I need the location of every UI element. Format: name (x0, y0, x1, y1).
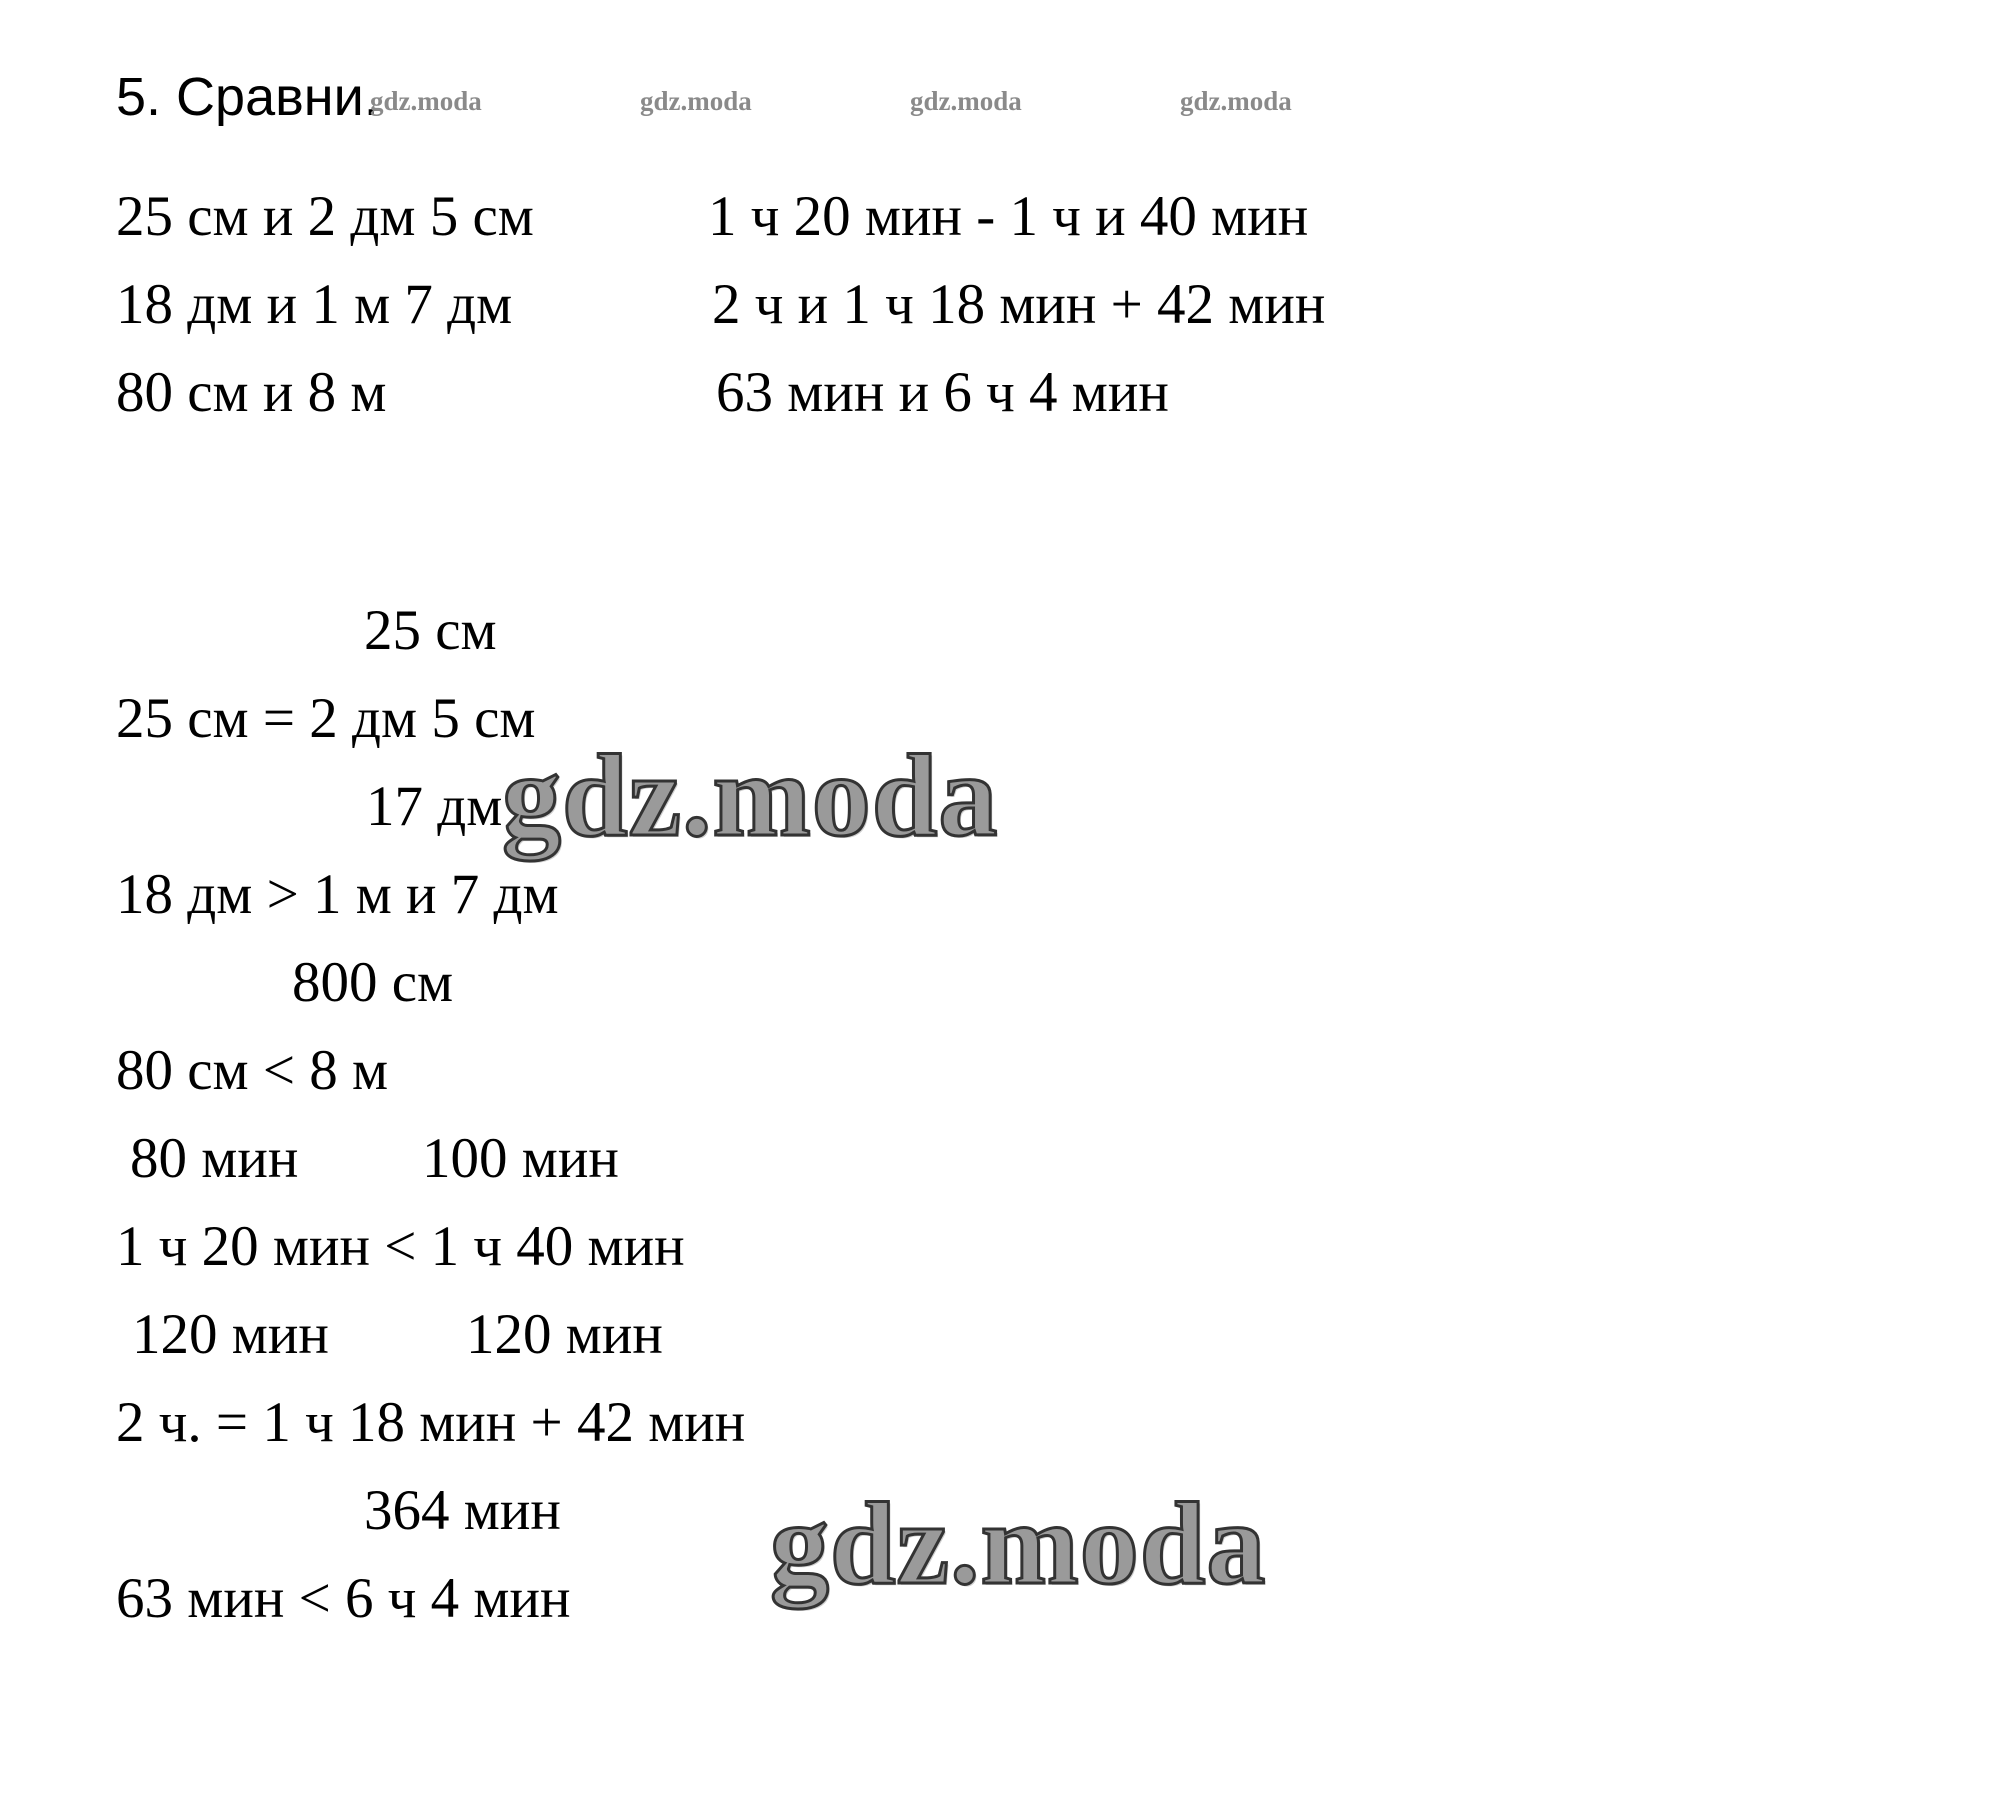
solution-5-hint-right: 120 мин (466, 1303, 663, 1366)
task-title: 5. Сравни. (116, 67, 379, 127)
solution-4-hint-left: 80 мин (130, 1127, 299, 1190)
solution-1-hint: 25 см (364, 599, 497, 662)
watermark-small-1: gdz.moda (370, 86, 482, 116)
exercise-right-1: 1 ч 20 мин - 1 ч и 40 мин (708, 185, 1309, 248)
watermark-small-3: gdz.moda (910, 86, 1022, 116)
solution-6-hint: 364 мин (364, 1479, 561, 1542)
solution-4: 1 ч 20 мин < 1 ч 40 мин (116, 1215, 685, 1278)
exercise-right-3: 63 мин и 6 ч 4 мин (716, 361, 1169, 424)
exercise-left-2: 18 дм и 1 м 7 дм (116, 273, 513, 336)
solution-6: 63 мин < 6 ч 4 мин (116, 1567, 571, 1630)
solution-5-hint-left: 120 мин (132, 1303, 329, 1366)
solution-1: 25 см = 2 дм 5 см (116, 687, 536, 750)
solution-2-hint: 17 дм (366, 775, 503, 838)
solution-5: 2 ч. = 1 ч 18 мин + 42 мин (116, 1391, 746, 1454)
watermark-large-2: gdz.moda (770, 1478, 1267, 1609)
watermark-small-2: gdz.moda (640, 86, 752, 116)
watermark-small-4: gdz.moda (1180, 86, 1292, 116)
solution-2: 18 дм > 1 м и 7 дм (116, 863, 559, 926)
exercise-left-1: 25 см и 2 дм 5 см (116, 185, 534, 248)
watermark-large-1: gdz.moda (502, 730, 999, 861)
solution-3-hint: 800 см (292, 951, 454, 1014)
solution-3: 80 см < 8 м (116, 1039, 389, 1102)
exercise-left-3: 80 см и 8 м (116, 361, 387, 424)
exercise-right-2: 2 ч и 1 ч 18 мин + 42 мин (712, 273, 1326, 336)
solution-4-hint-right: 100 мин (422, 1127, 619, 1190)
